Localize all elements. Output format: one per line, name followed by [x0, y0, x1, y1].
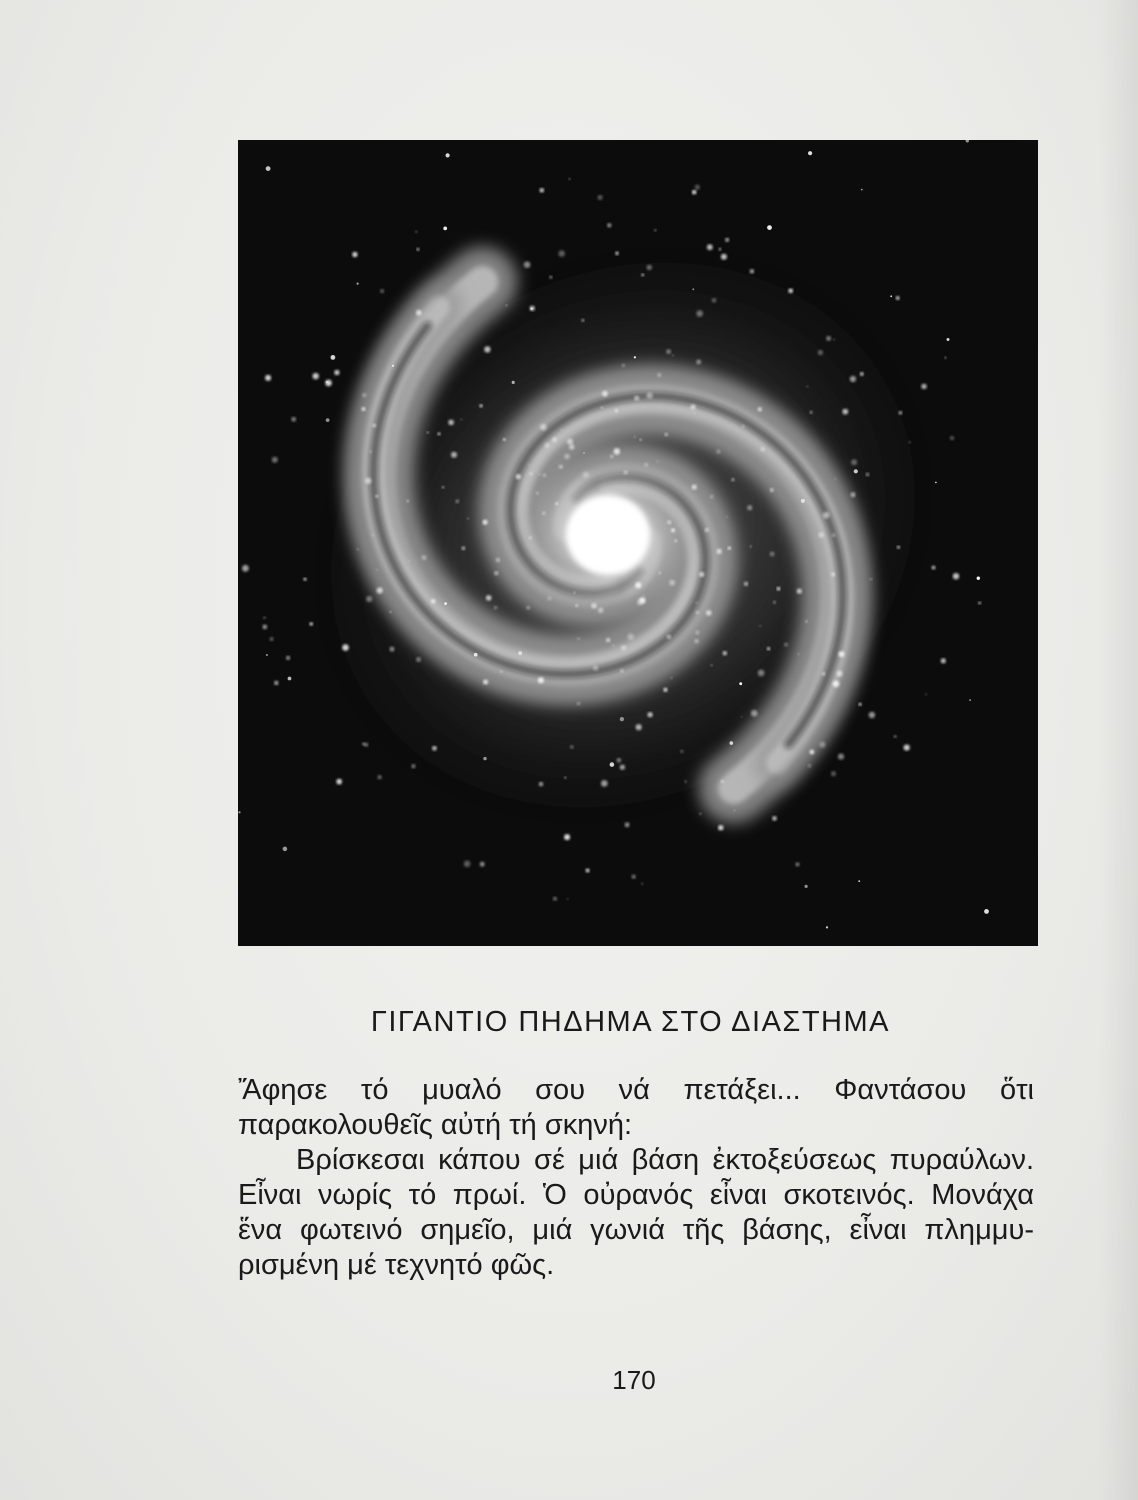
text-line: Ἄφησε τό μυαλό σου νά πετάξει... Φαντάσου ὅτι: [238, 1074, 1034, 1106]
paragraph-1: [238, 1073, 1034, 1143]
page-edge-shadow: [1098, 0, 1138, 1500]
galaxy-photo: [238, 140, 1038, 946]
paragraph-2: [238, 1143, 1034, 1283]
text-line: Βρίσκεσαι κάπου σέ μιά βάση ἐκτοξεύσεως πυραύλων.: [296, 1144, 1034, 1176]
figure-caption: ΓΙΓΑΝΤΙΟ ΠΗΔΗΜΑ ΣΤΟ ΔΙΑΣΤΗΜΑ: [370, 1006, 890, 1038]
page-number: 170: [612, 1365, 656, 1395]
text-line: Εἶναι νωρίς τό πρωί. Ὁ οὐρανός εἶναι σκοτεινός. Μονάχα: [238, 1179, 1034, 1211]
text-line: ρισμένη μέ τεχνητό φῶς.: [238, 1249, 555, 1281]
body-text: [238, 1073, 1034, 1283]
text-line: ἕνα φωτεινό σημεῖο, μιά γωνιά τῆς βάσης, εἶναι πλημμυ-: [238, 1214, 1034, 1246]
text-line: παρακολουθεῖς αὐτή τή σκηνή:: [238, 1109, 633, 1141]
